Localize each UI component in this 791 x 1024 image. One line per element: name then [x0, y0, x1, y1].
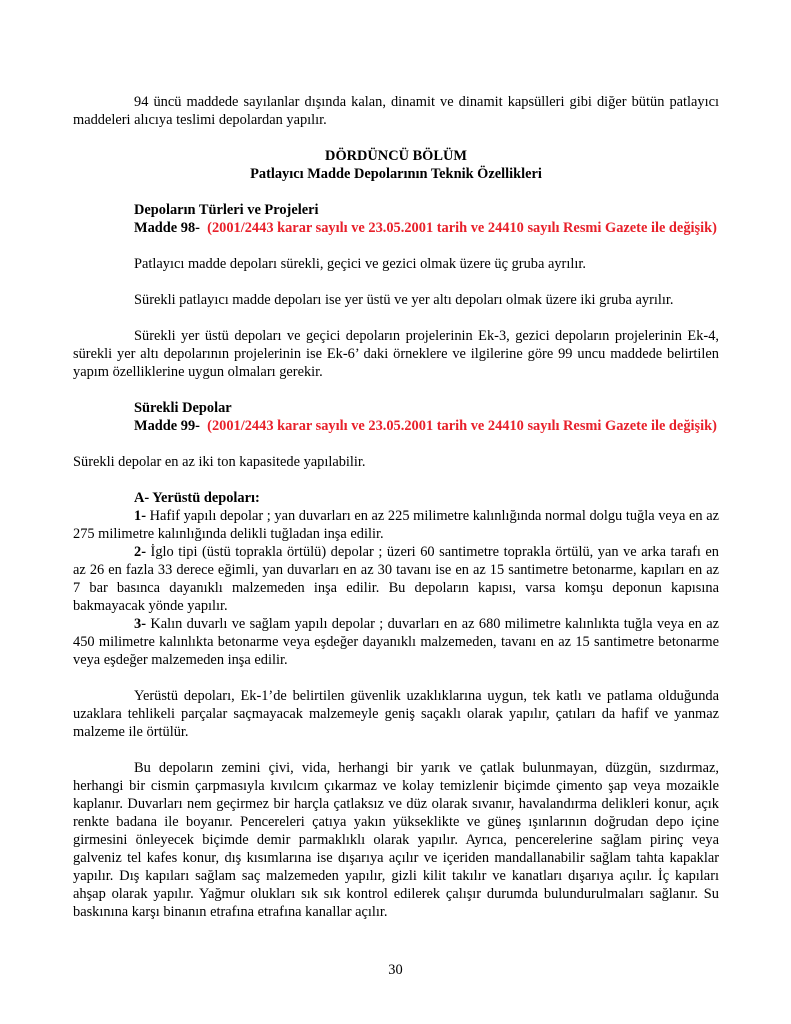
article-98-amendment: (2001/2443 karar sayılı ve 23.05.2001 tarih ve 24410 sayılı Resmi Gazete ile değişik) [207, 220, 717, 236]
intro-paragraph: 94 üncü maddede sayılanlar dışında kalan, dinamit ve dinamit kapsülleri gibi diğer bütün patlayıcı maddeleri alıcıya teslimi depolardan yapılır. [73, 94, 719, 128]
paragraph-safety: Yerüstü depoları, Ek-1’de belirtilen güvenlik uzaklıklarına uygun, tek katlı ve patlama olduğunda uzaklara tehlikeli parçalar saçmayacak malzemeyle geniş saçaklı olarak yapılır, çatıları da hafif ve yanmaz malzeme ile örtülür. [73, 688, 719, 740]
article-98-paragraph-3: Sürekli yer üstü depoları ve geçici depoların projelerinin Ek-3, gezici depoların projelerinin Ek-4, sürekli yer altı depolarının projelerinin ise Ek-6’ daki örneklere ve ilgilerine göre 99 uncu maddede belirtilen yapım özelliklerine uygun olmaları gerekir. [73, 328, 719, 380]
list-item-3 [73, 615, 719, 669]
section-heading-depo-turleri: Depoların Türleri ve Projeleri [134, 202, 319, 218]
article-99-header [73, 417, 719, 435]
article-99-label: Madde 99- [134, 418, 200, 434]
article-99-amendment: (2001/2443 karar sayılı ve 23.05.2001 tarih ve 24410 sayılı Resmi Gazete ile değişik) [207, 418, 717, 434]
article-98-header [73, 219, 719, 237]
chapter-subtitle: Patlayıcı Madde Depolarının Teknik Özellikleri [250, 166, 542, 182]
list-item-2 [73, 543, 719, 615]
article-98-label: Madde 98- [134, 220, 200, 236]
chapter-title: DÖRDÜNCÜ BÖLÜM [325, 148, 467, 164]
list-item-1-text: Hafif yapılı depolar ; yan duvarları en az 225 milimetre kalınlığında normal dolgu tuğla veya en az 275 milimetre kalınlığında delikli tuğladan inşa edilir. [73, 508, 719, 542]
article-98-paragraph-1: Patlayıcı madde depoları sürekli, geçici ve gezici olmak üzere üç gruba ayrılır. [134, 256, 586, 272]
section-heading-surekli-depolar: Sürekli Depolar [134, 400, 232, 416]
list-item-1 [73, 507, 719, 543]
list-item-3-text: Kalın duvarlı ve sağlam yapılı depolar ; duvarları en az 680 milimetre kalınlıkta tuğla veya en az 450 milimetre kalınlıkta betonarme veya eşdeğer dayanıklı malzemeden, tavanı en az 15 santimetre betonarme veya eşdeğer malzemeden inşa edilir. [73, 616, 719, 668]
page-number: 30 [388, 962, 403, 978]
article-98-paragraph-2: Sürekli patlayıcı madde depoları ise yer üstü ve yer altı depoları olmak üzere iki gruba ayrılır. [134, 292, 674, 308]
list-item-2-text: İglo tipi (üstü toprakla örtülü) depolar ; üzeri 60 santimetre toprakla örtülü, yan ve arka tarafı en az 26 en fazla 33 derece eğimli, yan duvarları en az 30 tavanı ise en az 15 santimetre betonarme, kapıları en az 7 bar basınca dayanıklı malzemeden inşa edilir. Bu depoların kapısı, varsa komşu deponun kapısına bakmayacak yönde yapılır. [73, 544, 719, 614]
list-item-2-number: 2- [134, 544, 146, 560]
subsection-heading-yerustu: A- Yerüstü depoları: [134, 490, 260, 506]
list-item-1-number: 1- [134, 508, 146, 524]
list-item-3-number: 3- [134, 616, 146, 632]
paragraph-floor: Bu depoların zemini çivi, vida, herhangi bir yarık ve çatlak bulunmayan, düzgün, sızdırmaz, herhangi bir cismin çarpmasıyla kıvılcım çıkarmaz ve kolay temizlenir biçimde çimento şap veya mozaikle kaplanır. Duvarları nem geçirmez bir harçla çatlaksız ve düz olarak sıvanır, havalandırma delikleri konur, açık renkte badana ile boyanır. Pencereleri çatıya yakın yükseklikte ve güneş ışınlarının doğrudan depo içine girmesini önleyecek biçimde demir parmaklıklı olarak yapılır. Ayrıca, pencerelerine sağlam pirinç veya galveniz tel kafes konur, dış kısımlarına ise dışarıya açılır ve içeriden mandallanabilir sağlam tahta kapaklar yapılır. Dış kapıları sağlam saç malzemeden yapılır, gizli kilit takılır ve kanatları dışarıya açılır. İç kapıları ahşap olarak yapılır. Yağmur olukları sık sık kontrol edilerek çalışır durumda bulundurulmaları sağlanır. Su baskınına karşı binanın etrafına etrafına kanallar açılır. [73, 760, 719, 920]
article-99-paragraph-1: Sürekli depolar en az iki ton kapasitede yapılabilir. [73, 454, 366, 470]
